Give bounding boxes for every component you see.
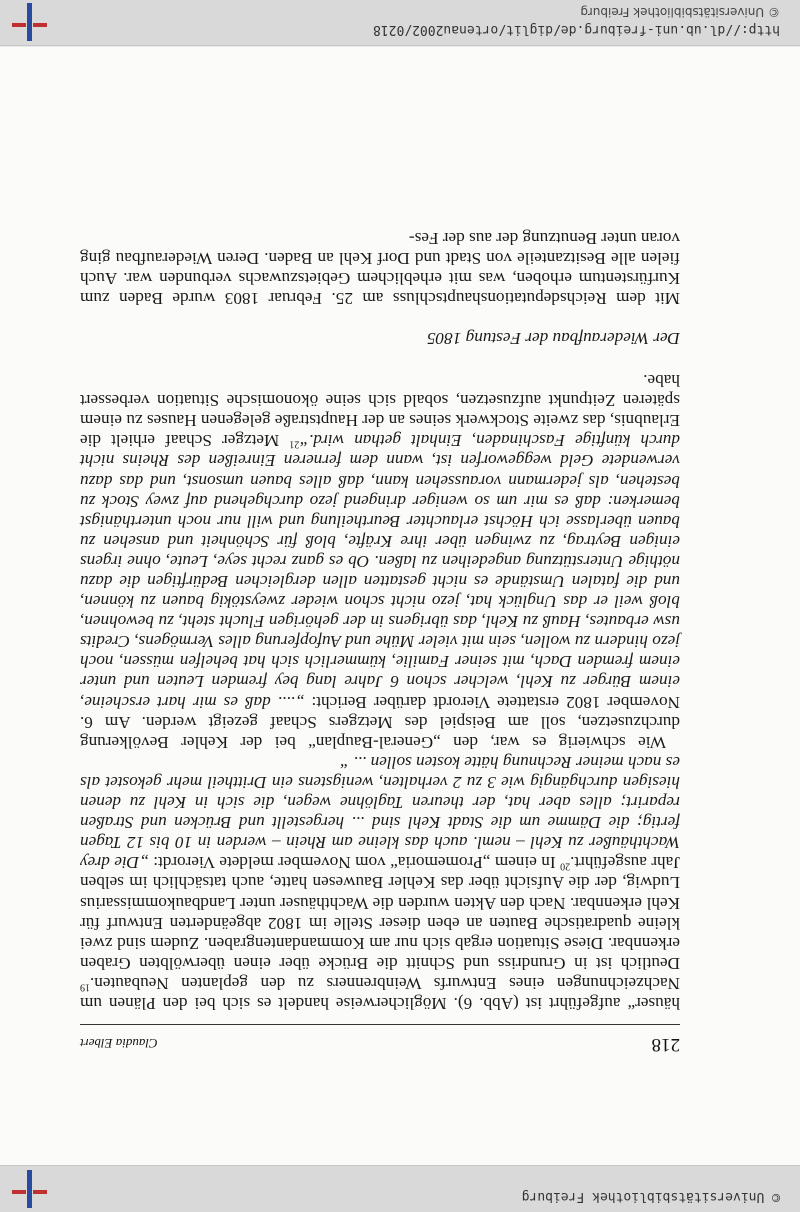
running-head-author: Claudia Elbert [80, 1036, 158, 1051]
paragraph: Wie schwierig es war, den „General-Bauplan“ bei der Kehler Bevölkerung durchzusetzen, soll am Beispiel des Metzgers Schaaf gezeigt werden. Am 6. November 1802 erstattete Vierordt darüber Bericht: „.... daß es mir hart erscheine, einem Bürger zu Kehl, welcher schon 6 Jahre lang bey fremden Leuten und unter einem fremden Dach, mit seiner Familie, kümmerlich sich hat behelfen müssen, noch jezo hindern zu wollen, sein mit vieler Mühe und Aufopferung alles Vermögens, Credits usw erbautes, Hauß zu Kehl, das übrigens in der gehörigen Flucht steht, zu bewohnen, bloß weil er das Unglück hat, jezo nicht schon wieder zweystökig bauen zu können, und die fatalen Umstände es nicht gestatten allen dergleichen Bedürftigen die dazu nöthige Unterstützung angedeihen zu laßen. Ob es ganz recht seye, Leute, ohne irgens einigen Beytrag, zu zwingen über ihre Kräfte, bloß für Schönheit und ansehen zu bauen überlasse ich Höchst erlauchter Beurtheilung und will nur noch unterthänigst bemerken: daß es mir um so weniger dringend jezo durchgehend auf zwey Stock zu bestehen, als jedermann voraussehen kann, daß alles bauen umsonst, und das dazu verwendete Geld weggeworfen ist, wann dem ferneren Einreißen des Rheins nicht durch künftige Faschinaden, Einhalt gethan wird.“$^{21}$ Metzger Schaaf erhielt die Erlaubnis, das zweite Stockwerk seines an der Hauptstraße gelegenen Hauses zu einem späteren Zeitpunkt aufzusetzen, sobald sich seine ökonomische Situation verbessert habe. [80, 371, 680, 752]
quote: „.... daß es mir hart erscheine, einem Bürger zu Kehl, welcher schon 6 Jahre lang bey fremden Leuten und unter einem fremden Dach, mit seiner Familie, kümmerlich sich hat behelfen müssen, noch jezo hindern zu wollen, sein mit vieler Mühe und Aufopferung alles Vermögens, Credits usw erbautes, Hauß zu Kehl, das übrigens in der gehörigen Flucht steht, zu bewohnen, bloß weil er das Unglück hat, jezo nicht schon wieder zweystökig bauen zu können, und die fatalen Umstände es nicht gestatten allen dergleichen Bedürftigen die dazu nöthige Unterstützung angedeihen zu laßen. Ob es ganz recht seye, Leute, ohne irgens einigen Beytrag, zu zwingen über ihre Kräfte, bloß für Schönheit und ansehen zu bauen überlasse ich Höchst erlauchter Beurtheilung und will nur noch unterthänigst bemerken: daß es mir um so weniger dringend jezo durchgehend auf zwey Stock zu bestehen, als jedermann voraussehen kann, daß alles bauen umsonst, und das dazu verwendete Geld weggeworfen ist, wann dem ferneren Einreißen des Rheins nicht durch künftige Faschinaden, Einhalt gethan wird.“ [80, 431, 680, 712]
scanned-paper [0, 47, 800, 1165]
paragraph: Mit dem Reichsdeputationshauptschluss am 25. Februar 1803 wurde Baden zum Kurfürstentum erhoben, was mit erheblichem Gebietszuwachs verbunden war. Auch fielen alle Besitzanteile von Stadt und Dorf Kehl an Baden. Deren Wiederaufbau ging voran unter Benutzung der aus der Fes- [80, 228, 680, 308]
bottom-watermark: © Universitätsbibliothek Freiburg [521, 1189, 780, 1204]
quote: „Die drey Wachthäußer zu Kehl – neml. auch das kleine am Rhein – werden in 10 bis 12 Tagen fertig; die Dämme um die Stadt Kehl sind ... hergestellt und Brücken und Straßen reparirt; alles aber hat, der theuren Taglöhne wegen, die sich in Kehl zu denen hiesigen durchgängig wie 3 zu 2 verhalten, wenigstens ein Drittheil mehr gekostet als es nach meiner Rechnung hätte kosten sollen ... “ [80, 752, 680, 873]
library-logo-icon [10, 1, 50, 43]
page-number: 218 [651, 1034, 680, 1055]
paragraph: häuser“ aufgeführt ist (Abb. 6). Möglicherweise handelt es sich bei den Plänen um Nachzeichnungen eines Entwurfs Weinbrenners zu den geplanten Neubauten.$^{19}$ Deutlich ist in Grundriss und Schnitt die Brücke über einen überwölbten Graben erkennbar. Diese Situation ergab sich nur am Kommandantengraben. Zudem sind zwei kleine quadratische Bauten an eben dieser Stelle im 1802 abgeänderten Entwurf für Kehl erkennbar. Nach den Akten wurden die Wachthäuser unter Landbaukommissarius Ludwig, der die Aufsicht über das Kehler Bauwesen hatte, auch tatsächlich im selben Jahr ausgeführt.$^{20}$ In einem „Promemoria“ vom November meldete Vierordt: „Die drey Wachthäußer zu Kehl – neml. auch das kleine am Rhein – werden in 10 bis 12 Tagen fertig; die Dämme um die Stadt Kehl sind ... hergestellt und Brücken und Straßen reparirt; alles aber hat, der theuren Taglöhne wegen, die sich in Kehl zu denen hiesigen durchgängig wie 3 zu 2 verhalten, wenigstens ein Drittheil mehr gekostet als es nach meiner Rechnung hätte kosten sollen ... “ [80, 752, 680, 1013]
section-heading: Der Wiederaufbau der Festung 1805 [426, 329, 680, 348]
header-rule [80, 1024, 680, 1025]
library-logo-icon [10, 1168, 50, 1210]
body-text [80, 228, 680, 1013]
viewer-bottom-bar [0, 0, 800, 46]
copyright-watermark: © Universitätsbibliothek Freiburg [580, 5, 780, 19]
viewer-top-bar [0, 1165, 800, 1212]
viewer-url[interactable]: http://dl.ub.uni-freiburg.de/diglit/ortenau2002/0218 [373, 22, 780, 37]
